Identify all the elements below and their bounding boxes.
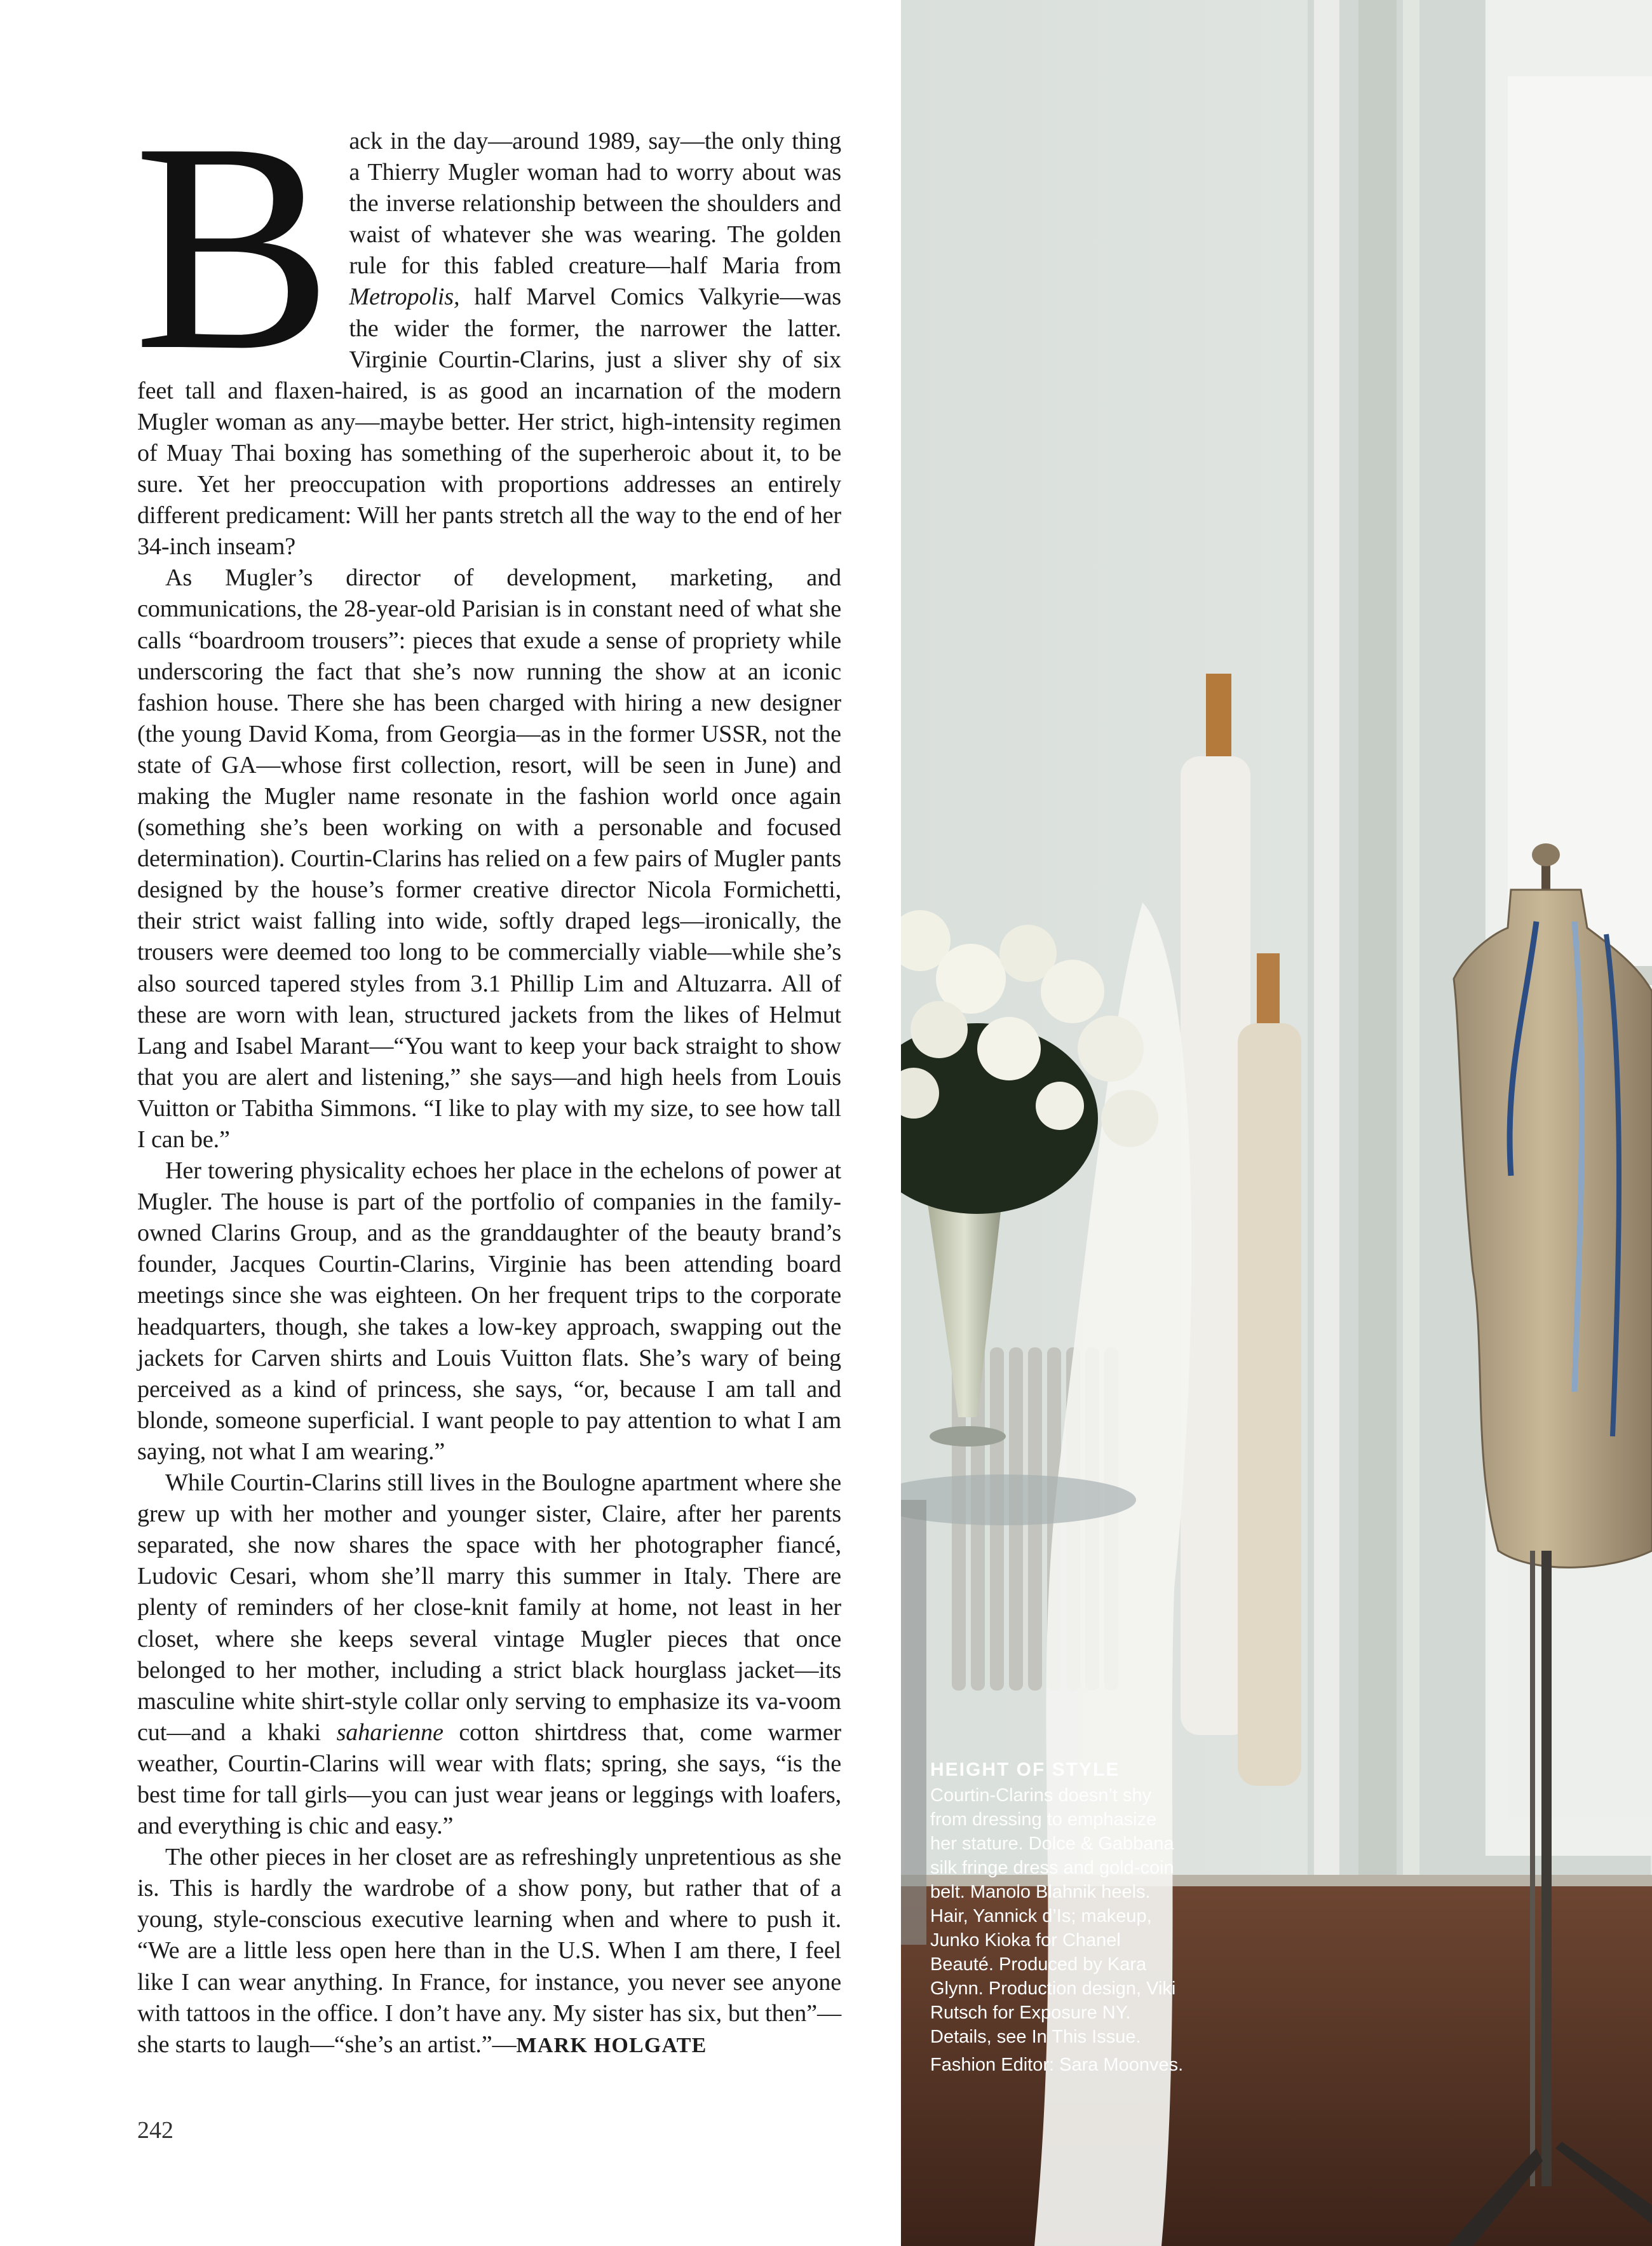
paragraph-4-italic: saharienne xyxy=(336,1719,443,1746)
paragraph-5 xyxy=(137,1842,841,2061)
paragraph-1-italic: Metropolis, xyxy=(349,283,460,311)
paragraph-1-intro: ack in the day—around 1989, say—the only thing a Thierry Mugler woman had to worry about was the inverse relationship between the shoulders and waist of whatever she was wearing. The golden rule for this fabled creature—half Maria from xyxy=(349,128,841,280)
author-byline: MARK HOLGATE xyxy=(516,2033,707,2057)
paragraph-1 xyxy=(133,81,841,562)
paragraph-1-rest: half Marvel Comics Valkyrie—was the wider the former, the narrower the latter. Virginie Courtin-Clarins, just a sliver shy of six feet tall and flaxen-haired, is as good an incarnation of the modern Mugler woman as any—maybe better. Her strict, high-intensity regimen of Muay Thai boxing has something of the superheroic about it, to be sure. Yet her preoccupation with proportions addresses an entirely different predicament: Will her pants stretch all the way to the end of her 34-inch inseam? xyxy=(137,283,841,561)
paragraph-2: As Mugler’s director of development, marketing, and communications, the 28-year-old Parisian is in constant need of what she calls “boardroom trousers”: pieces that exude a sense of propriety while underscoring the fact that she’s now running the show at an iconic fashion house. There she has been charged with hiring a new designer (the young David Koma, from Georgia—as in the former USSR, not the state of GA—whose first collection, resort, will be seen in June) and making the Mugler name resonate in the fashion world once again (something she’s been working on with a personable and focused determination). Courtin-Clarins has relied on a few pairs of Mugler pants designed by the house’s former creative director Nicola Formichetti, their strict waist falling into wide, softly draped legs—ironically, the trousers were deemed too long to be commercially viable—while she’s also sourced tapered styles from 3.1 Phillip Lim and Altuzarra. All of these are worn with lean, structured jackets from the likes of Helmut Lang and Isabel Marant—“You want to keep your back straight to show that you are alert and listening,” she says—and high heels from Louis Vuitton or Tabitha Simmons. “I like to play with my size, to see how tall I can be.” xyxy=(137,564,841,1153)
paragraph-3: Her towering physicality echoes her place in the echelons of power at Mugler. The house is part of the portfolio of companies in the family-owned Clarins Group, and as the granddaughter of the beauty brand’s founder, Jacques Courtin-Clarins, Virginie has been attending board meetings since she was eighteen. On her frequent trips to the corporate headquarters, though, she takes a low-key approach, swapping out the jackets for Carven shirts and Louis Vuitton flats. She’s wary of being perceived as a kind of princess, she says, “or, because I am tall and blonde, someone superficial. I want people to pay attention to what I am saying, not what I am wearing.” xyxy=(137,1157,841,1465)
photo-caption xyxy=(930,1758,1184,2077)
paragraph-4-a: While Courtin-Clarins still lives in the Boulogne apartment where she grew up with her mother and younger sister, Claire, after her parents separated, she now shares the space with her photographer fiancé, Ludovic Cesari, whom she’ll marry this summer in Italy. There are plenty of reminders of her close-knit family at home, not least in her closet, where she keeps several vintage Mugler pieces that once belonged to her mother, including a strict black hourglass jacket—its masculine white shirt-style collar only serving to emphasize its va-voom cut—and a khaki xyxy=(137,1469,841,1746)
page-number: 242 xyxy=(137,2117,173,2144)
article-body xyxy=(133,81,841,2061)
caption-body: Courtin-Clarins doesn’t shy from dressing to emphasize her stature. Dolce & Gabbana silk fringe dress and gold-coin belt. Manolo Blahnik heels. Hair, Yannick d’Is; makeup, Junko Kioka for Chanel Beauté. Produced by Kara Glynn. Production design, Viki Rutsch for Exposure NY. Details, see In This Issue. xyxy=(930,1785,1176,2047)
paragraph-5-text: The other pieces in her closet are as refreshingly unpretentious as she is. This is hardly the wardrobe of a show pony, but rather that of a young, style-conscious executive learning when and where to push it. “We are a little less open here than in the U.S. When I am there, I feel like I can wear anything. In France, for instance, you never see anyone with tattoos in the office. I don’t have any. My sister has six, but then”—she starts to laugh—“she’s an artist.”— xyxy=(137,1844,841,2058)
paragraph-4-b: cotton shirtdress that, come warmer weather, Courtin-Clarins will wear with flats; spring, she says, “is the best time for tall girls—you can just wear jeans or leggings with loafers, and everything is chic and easy.” xyxy=(137,1719,841,1840)
caption-title: HEIGHT OF STYLE xyxy=(930,1759,1120,1780)
paragraph-4 xyxy=(137,1467,841,1842)
drop-cap: B xyxy=(133,81,333,412)
caption-credit: Fashion Editor: Sara Moonves. xyxy=(930,2055,1184,2075)
